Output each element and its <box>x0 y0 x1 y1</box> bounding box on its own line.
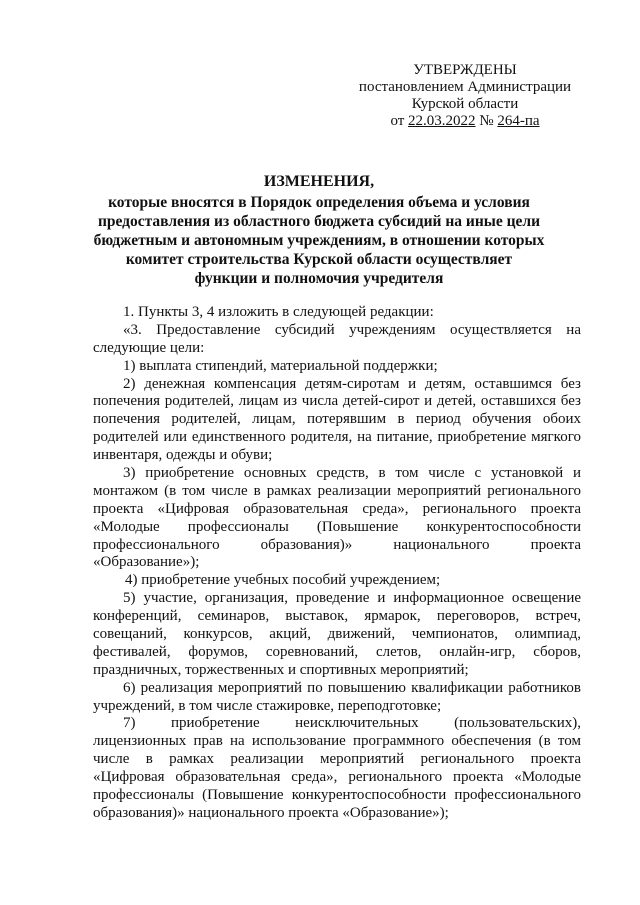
body-line: 4) приобретение учебных пособий учреждением; <box>125 572 441 589</box>
body-line: фестивалей, форумов, соревнований, слетов, онлайн-игр, сборов, <box>93 643 581 660</box>
body-line: конференций, семинаров, выставок, ярмарок, переговоров, встреч, <box>93 608 581 625</box>
approval-block <box>340 62 590 130</box>
body-line: инвентаря, одежды и обуви; <box>93 447 273 464</box>
body-line: праздничных, торжественных и спортивных мероприятий; <box>93 661 469 678</box>
body-line: числе в рамках реализации мероприятий регионального проекта <box>93 751 581 768</box>
body-line: 2) денежная компенсация детям-сиротам и детям, оставшимся без <box>123 375 581 392</box>
body-line: 1. Пункты 3, 4 изложить в следующей редакции: <box>123 304 434 320</box>
body-line: следующие цели: <box>93 339 205 356</box>
body-line: «Цифровая образовательная среда», регионального проекта «Молодые <box>93 769 581 786</box>
body-line: совещаний, конкурсов, акций, движений, чемпионатов, олимпиад, <box>93 626 581 643</box>
title-line: бюджетным и автономным учреждениям, в отношении которых <box>93 232 545 249</box>
title-line: комитет строительства Курской области осуществляет <box>125 251 513 268</box>
body-line: 5) участие, организация, проведение и информационное освещение <box>123 590 581 607</box>
body-line: образования)» национального проекта «Образование»); <box>93 804 449 821</box>
title-heading: ИЗМЕНЕНИЯ, <box>263 173 375 190</box>
approval-line-1: постановлением Администрации <box>358 79 572 95</box>
approval-heading: УТВЕРЖДЕНЫ <box>413 62 517 78</box>
body-line: 1) выплата стипендий, материальной поддержки; <box>123 357 438 374</box>
body-line: лицензионных прав на использование программного обеспечения (в том <box>93 733 581 750</box>
body-line: «Образование»); <box>93 554 200 571</box>
body-line: 6) реализация мероприятий по повышению квалификации работников <box>123 679 581 696</box>
body-line: монтажом (в том числе в рамках реализации мероприятий регионального <box>93 482 581 499</box>
body-line: попечения родителей, лицам, потерявшим в период обучения обоих <box>93 411 581 428</box>
document-title <box>80 172 558 288</box>
body-line: 3) приобретение основных средств, в том числе с установкой и <box>123 465 581 482</box>
approval-date: 22.03.2022 <box>408 113 476 129</box>
body-line: попечения родителей, лицам из числа детей-сирот и детей, оставшихся без <box>93 393 581 410</box>
approval-date-prefix: от <box>390 113 405 129</box>
approval-number: 264-па <box>497 113 540 129</box>
body-line: проекта «Цифровая образовательная среда», регионального проекта <box>93 500 581 517</box>
title-line: предоставления из областного бюджета субсидий на иные цели <box>97 213 541 230</box>
approval-line-2: Курской области <box>411 96 519 112</box>
body-line: профессионалы (Повышение конкурентоспособности профессионального <box>93 787 581 804</box>
body-line: «Молодые профессионалы (Повышение конкурентоспособности <box>93 518 581 535</box>
document-body <box>93 304 581 823</box>
body-line: «3. Предоставление субсидий учреждениям осуществляется на <box>123 321 581 338</box>
approval-date-line <box>340 113 590 130</box>
body-line: профессионального образования)» национального проекта <box>93 536 581 553</box>
body-line: 7) приобретение неисключительных (пользовательских), <box>123 715 581 732</box>
title-line: которые вносятся в Порядок определения объема и условия <box>108 194 530 211</box>
title-line: функции и полномочия учредителя <box>194 270 444 287</box>
approval-number-sign: № <box>479 113 494 129</box>
body-line: учреждений, в том числе стажировке, переподготовке; <box>93 697 442 714</box>
body-line: родителей или единственного родителя, на питание, приобретение мягкого <box>93 429 581 446</box>
